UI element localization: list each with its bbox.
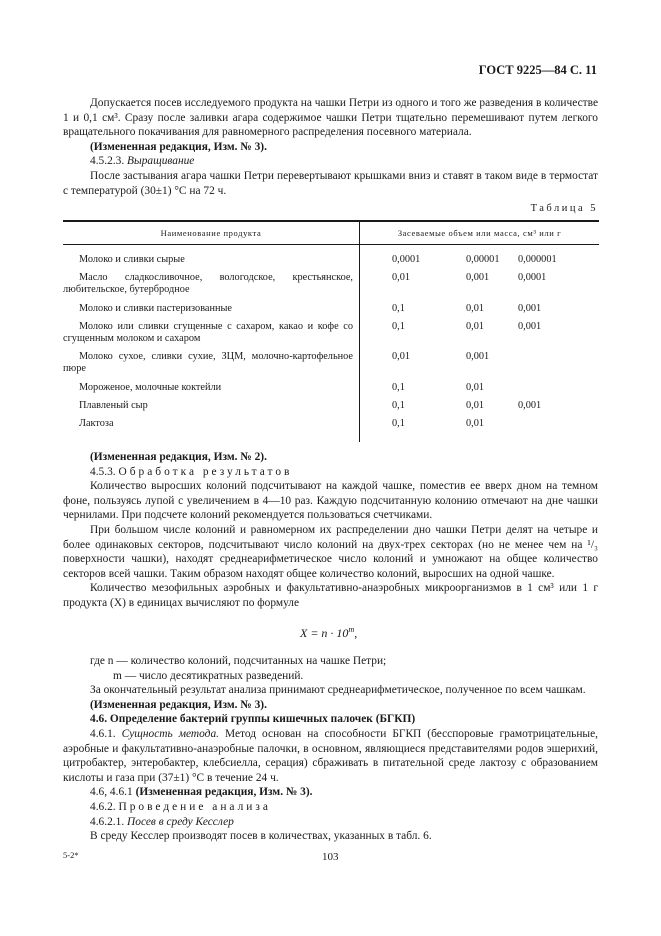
value-cell: 0,01 bbox=[466, 381, 485, 393]
product-name: Молоко и сливки пастеризованные bbox=[79, 302, 232, 314]
section-heading bbox=[63, 800, 598, 815]
section-number: 4.6.2. bbox=[90, 800, 116, 813]
section-number: 4.6.1. bbox=[90, 727, 116, 740]
value-cell: 0,01 bbox=[466, 320, 485, 332]
product-name: Молоко сухое, сливки сухие, ЗЦМ, молочно-картофельное пюре bbox=[63, 351, 353, 375]
section-heading bbox=[63, 815, 598, 830]
value-cell: 0,01 bbox=[466, 302, 485, 314]
section-number: 4.5.2.3. bbox=[90, 155, 125, 168]
product-name: Масло сладкосливочное, вологодское, крестьянское, любительское, бутербродное bbox=[63, 272, 353, 296]
paragraph: Количество мезофильных аэробных и факультативно-анаэробных микроорганизмов в 1 см³ или 1 г продукта (X) в единицах вычисляют по формуле bbox=[63, 582, 598, 609]
table-header-row bbox=[63, 221, 599, 245]
section-title: Проведение анализа bbox=[118, 800, 271, 813]
edit-note: (Измененная редакция, Изм. № 3). bbox=[90, 698, 267, 711]
value-cell: 0,01 bbox=[392, 351, 411, 363]
page-number: 103 bbox=[322, 851, 339, 863]
paragraph: При большом числе колоний и равномерном их распределении дно чашки Петри делят на четыре и более одинаковых секторов, подсчитывают число колоний на двух-трех секторах (но не менее чем на ¹/₃ поверхности чашки), находят среднеарифметическое число колоний и умножают на общее количество секторов всей чашки. Таким образом находят общее количество колоний, выросших на одной чашке. bbox=[63, 523, 598, 580]
value-cell: 0,1 bbox=[392, 320, 405, 332]
paragraph bbox=[63, 727, 598, 785]
value-cell: 0,1 bbox=[392, 302, 405, 314]
table-row bbox=[63, 379, 599, 397]
inoculation-table bbox=[63, 220, 599, 442]
table-row bbox=[63, 251, 599, 269]
text-block-results bbox=[63, 450, 598, 611]
section-title: Выращивание bbox=[127, 155, 195, 168]
text-block-bgkp bbox=[63, 654, 598, 844]
footer-mark: 5-2* bbox=[63, 850, 79, 860]
formula-tail: , bbox=[354, 626, 358, 640]
section-number: 4.5.3. bbox=[90, 465, 116, 478]
table-row bbox=[63, 318, 599, 348]
value-cell: 0,001 bbox=[466, 351, 490, 363]
value-cell: 0,001 bbox=[518, 302, 542, 314]
value-cell bbox=[506, 348, 599, 378]
formula-main: X = n · 10 bbox=[300, 626, 349, 640]
section-heading: 4.6. Определение бактерий группы кишечных палочек (БГКП) bbox=[90, 713, 416, 726]
page-header: ГОСТ 9225—84 С. 11 bbox=[478, 63, 597, 77]
edit-note: (Измененная редакция, Изм. № 3). bbox=[90, 140, 267, 153]
paragraph: Допускается посев исследуемого продукта на чашки Петри из одного и того же разведения в количестве 1 и 0,1 см³. Сразу после заливки агара содержимое чашки Петри тщательно перемешивают путем легкого вращательного покачивания для равномерного распределения посевного материала. bbox=[63, 97, 598, 139]
table-row bbox=[63, 269, 599, 299]
value-cell: 0,01 bbox=[392, 272, 411, 284]
paragraph: После застывания агара чашки Петри перевертывают крышками вниз и ставят в таком виде в термостат с температурой (30±1) °С на 72 ч. bbox=[63, 169, 598, 197]
value-cell: 0,001 bbox=[466, 272, 490, 284]
section-heading bbox=[63, 465, 598, 480]
table-row bbox=[63, 415, 599, 442]
value-cell bbox=[506, 415, 599, 442]
section-number: 4.6.2.1. bbox=[90, 815, 125, 828]
section-title: Обработка результатов bbox=[118, 465, 293, 478]
column-header-volume: Засеваемые объем или масса, см³ или г bbox=[360, 221, 600, 245]
product-name: Молоко и сливки сырые bbox=[79, 254, 185, 265]
formula-exponent: m bbox=[348, 625, 355, 634]
formula bbox=[300, 625, 357, 641]
product-name: Плавленый сыр bbox=[79, 399, 148, 411]
product-name: Мороженое, молочные коктейли bbox=[79, 381, 222, 393]
section-title: Сущность метода. bbox=[121, 727, 219, 740]
text-block-top bbox=[63, 96, 598, 198]
edit-note: (Измененная редакция, Изм. № 3). bbox=[135, 786, 313, 799]
value-cell: 0,001 bbox=[518, 399, 542, 411]
where-line: где n — количество колоний, подсчитанных на чашке Петри; bbox=[90, 655, 387, 667]
paragraph: За окончательный результат анализа принимают среднеарифметическое, полученное по всем чашкам. bbox=[90, 684, 586, 697]
value-cell: 0,1 bbox=[392, 381, 405, 393]
value-cell: 0,001 bbox=[518, 320, 542, 332]
table-row bbox=[63, 348, 599, 378]
value-cell: 0,01 bbox=[466, 399, 485, 411]
table-row bbox=[63, 300, 599, 318]
edit-prefix: 4.6, 4.6.1 bbox=[90, 786, 133, 799]
section-title: Посев в среду Кесслер bbox=[127, 815, 234, 828]
value-cell: 0,01 bbox=[466, 418, 485, 430]
edit-line bbox=[63, 785, 598, 800]
paragraph: В среду Кесслер производят посев в количествах, указанных в табл. 6. bbox=[90, 830, 432, 843]
section-text: Метод основан на способности БГКП (бесспоровые грамотрицательные, аэробные и факультативно-анаэробные палочки, в основном, являющиеся представителями родов эшерихий, цитробактер, энтеробактер, клебсиелла, серация) сбраживать в питательной среде лактозу с образованием кислоты и газа при (37±1) °С в течение 24 ч. bbox=[63, 727, 598, 784]
value-cell: 0,0001 bbox=[392, 254, 421, 265]
column-header-product: Наименование продукта bbox=[63, 221, 360, 245]
value-cell: 0,1 bbox=[392, 418, 405, 430]
product-name: Молоко или сливки сгущенные с сахаром, какао и кофе со сгущенным молоком и сахаром bbox=[63, 320, 353, 345]
value-cell: 0,00001 bbox=[466, 254, 500, 265]
value-cell: 0,0001 bbox=[518, 272, 547, 284]
edit-note: (Измененная редакция, Изм. № 2). bbox=[90, 451, 267, 463]
value-cell: 0,1 bbox=[392, 399, 405, 411]
value-cell: 0,000001 bbox=[518, 254, 557, 265]
table-row bbox=[63, 397, 599, 415]
where-line: m — число десятикратных разведений. bbox=[113, 669, 304, 682]
section-heading bbox=[63, 154, 598, 169]
product-name: Лактоза bbox=[79, 418, 114, 430]
paragraph: Количество выросших колоний подсчитывают на каждой чашке, поместив ее вверх дном на темном фоне, пользуясь лупой с увеличением в 4—10 раз. Каждую подсчитанную колонию отмечают на дне чашки чернилами. При подсчете колоний рекомендуется пользоваться счетчиками. bbox=[63, 480, 598, 522]
value-cell bbox=[506, 379, 599, 397]
table-caption: Таблица 5 bbox=[530, 203, 598, 214]
